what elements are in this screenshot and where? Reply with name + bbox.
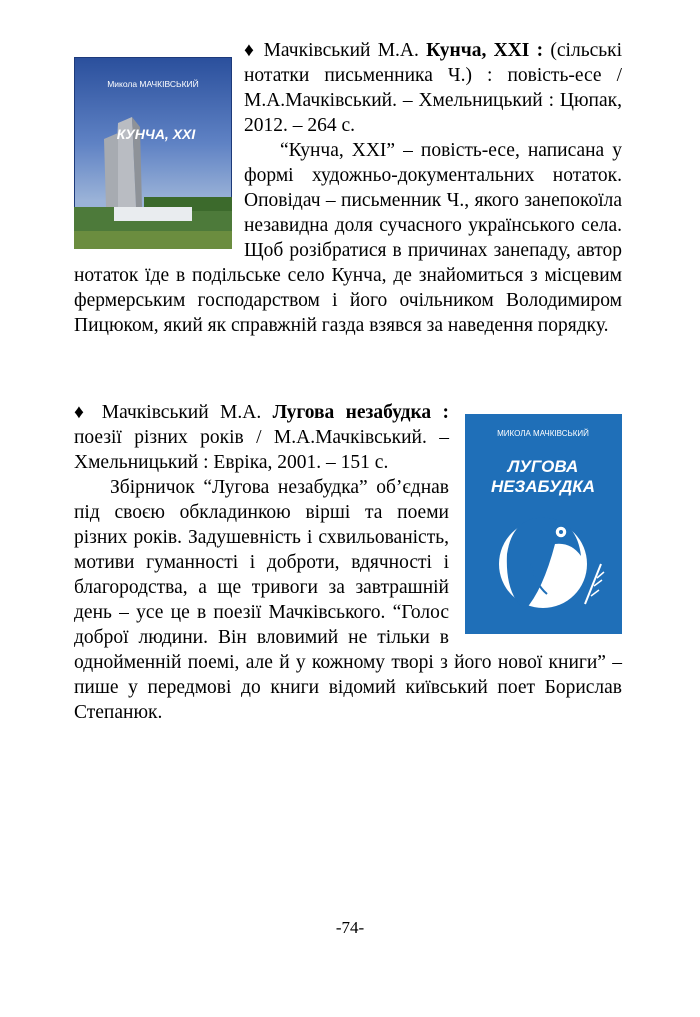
author-name: Мачківський М.А. — [101, 402, 262, 423]
book-cover-kuncha — [74, 57, 232, 249]
cover-author: Микола МАЧКІВСЬКИЙ — [107, 79, 199, 89]
cover-title: КУНЧА, XXI — [116, 126, 196, 142]
bullet-icon: ♦ — [74, 402, 91, 423]
page-number: -74- — [335, 918, 365, 937]
book-entry-luhova-nezabudka — [74, 400, 622, 725]
book-entry-kuncha — [74, 38, 622, 338]
annotation: Збірничок “Лугова незабудка” об’єднав під своєю обкладинкою вірші та поеми різних років. Задушевність і схвильованість, мотиви гуманності і доброти, вдячності і благородства, а ще тривоги за завтрашній день – усе це в поезії Мачківського. “Голос доброї людини. Він вловимий не тільки в однойменній поемі, але й у кожному творі з його нової книги” – пише у передмові до книги відомий київський поет Борислав Степанюк. — [74, 477, 622, 723]
author-name: Мачківський М.А. — [263, 40, 419, 61]
cover-author: МИКОЛА МАЧКІВСЬКИЙ — [497, 429, 589, 438]
book-title: Кунча, XXI : — [426, 40, 544, 61]
annotation: “Кунча, XXI” – повість-есе, написана у формі художньо-документальних нотаток. Оповідач – письменник Ч., якого занепокоїла незавидна доля сучасного українського села. Щоб розібратися в причинах занепаду, автор нотаток їде в подільське село Кунча, де знайомиться з місцевим фермерським господарством і його очільником Володимиром Пицюком, який як справжній газда взявся за наведення порядку. — [74, 140, 622, 336]
cover-title-line-2: НЕЗАБУДКА — [490, 477, 596, 496]
book-cover-luhova-nezabudka — [465, 414, 622, 634]
cover-title-line-1: ЛУГОВА — [507, 457, 579, 476]
bibliographic-details: поезії різних років / М.А.Мачківський. – Хмельницький : Евріка, 2001. – 151 с. — [74, 427, 449, 473]
book-title: Лугова незабудка : — [272, 402, 450, 423]
bibliographic-details: (сільські нотатки письменника Ч.) : повість-есе / М.А.Мачківський. – Хмельницький : Цюпак, 2012. – 264 с. — [244, 40, 623, 136]
bullet-icon: ♦ — [244, 40, 257, 61]
